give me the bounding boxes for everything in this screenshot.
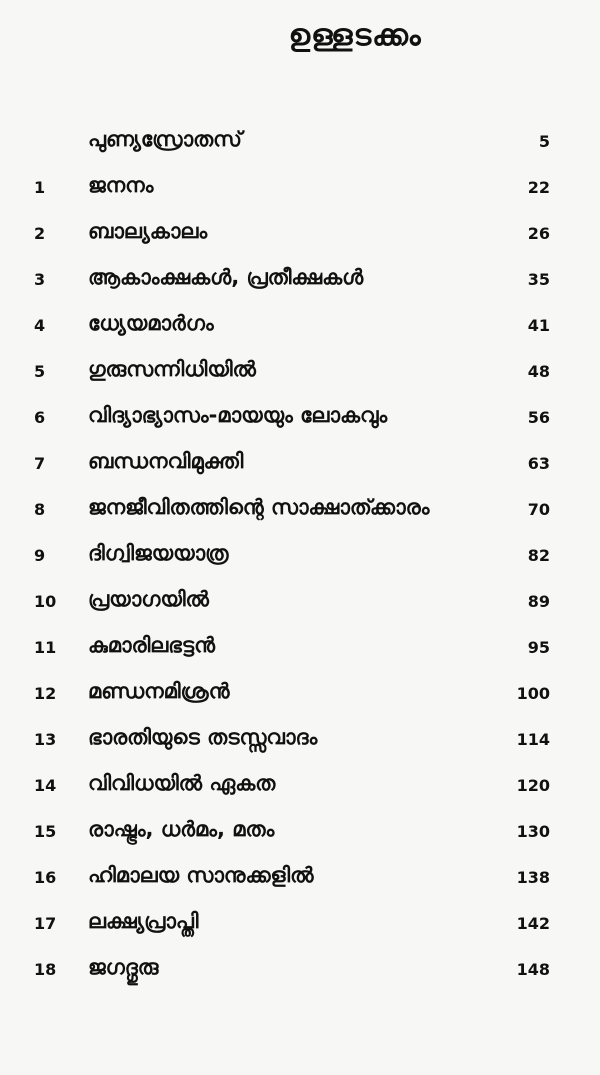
toc-row[interactable] — [0, 722, 600, 768]
chapter-number: 12 — [34, 684, 57, 703]
toc-row[interactable] — [0, 216, 600, 262]
toc-row[interactable] — [0, 400, 600, 446]
chapter-number: 5 — [34, 362, 46, 381]
chapter-page-number: 22 — [527, 178, 550, 197]
chapter-number: 7 — [34, 454, 46, 473]
chapter-number: 13 — [34, 730, 57, 749]
chapter-title: ബന്ധനവിമുക്തി — [88, 449, 244, 473]
chapter-title: ആകാംക്ഷകൾ, പ്രതീക്ഷകൾ — [88, 265, 364, 289]
toc-row[interactable] — [0, 538, 600, 584]
chapter-page-number: 48 — [527, 362, 550, 381]
chapter-page-number: 148 — [516, 960, 550, 979]
chapter-title: ഗുരുസന്നിധിയിൽ — [88, 357, 256, 381]
toc-row[interactable] — [0, 676, 600, 722]
toc-row[interactable] — [0, 814, 600, 860]
chapter-page-number: 138 — [516, 868, 550, 887]
chapter-number: 18 — [34, 960, 57, 979]
chapter-page-number: 114 — [516, 730, 550, 749]
chapter-page-number: 63 — [527, 454, 550, 473]
chapter-title: ധ്യേയമാർഗം — [88, 311, 214, 335]
toc-row[interactable] — [0, 768, 600, 814]
chapter-page-number: 95 — [527, 638, 550, 657]
chapter-number: 3 — [34, 270, 46, 289]
chapter-number: 9 — [34, 546, 46, 565]
chapter-number: 16 — [34, 868, 57, 887]
toc-row[interactable] — [0, 860, 600, 906]
chapter-number: 14 — [34, 776, 57, 795]
chapter-title: കുമാരിലഭട്ടൻ — [88, 633, 215, 657]
chapter-number: 17 — [34, 914, 57, 933]
chapter-number: 1 — [34, 178, 46, 197]
toc-row[interactable] — [0, 630, 600, 676]
toc-row[interactable] — [0, 584, 600, 630]
chapter-title: മണ്ഡനമിശ്രൻ — [88, 679, 230, 703]
chapter-page-number: 100 — [516, 684, 550, 703]
chapter-number: 6 — [34, 408, 46, 427]
chapter-page-number: 41 — [527, 316, 550, 335]
toc-row[interactable] — [0, 906, 600, 952]
chapter-title: പ്രയാഗയിൽ — [88, 587, 209, 611]
chapter-number: 11 — [34, 638, 57, 657]
chapter-number: 15 — [34, 822, 57, 841]
toc-row[interactable] — [0, 262, 600, 308]
toc-row[interactable] — [0, 354, 600, 400]
chapter-title: ലക്ഷ്യപ്രാപ്തി — [88, 909, 199, 933]
chapter-title: രാഷ്ട്രം, ധർമം, മതം — [88, 817, 275, 841]
chapter-title: ദിഗ്വിജയയാത്ര — [88, 541, 229, 565]
chapter-title: ജനനം — [88, 173, 154, 197]
chapter-page-number: 70 — [527, 500, 550, 519]
chapter-title: ബാല്യകാലം — [88, 219, 208, 243]
toc-row[interactable] — [0, 446, 600, 492]
chapter-page-number: 26 — [527, 224, 550, 243]
chapter-number: 8 — [34, 500, 46, 519]
chapter-title: വിവിധയിൽ ഏകത — [88, 771, 276, 795]
chapter-page-number: 5 — [538, 132, 550, 151]
chapter-page-number: 130 — [516, 822, 550, 841]
toc-row[interactable] — [0, 952, 600, 998]
chapter-page-number: 56 — [527, 408, 550, 427]
chapter-title: ജഗദ്ഗുരു — [88, 955, 159, 979]
toc-row[interactable] — [0, 308, 600, 354]
chapter-title: വിദ്യാഭ്യാസം-മായയും ലോകവും — [88, 403, 388, 427]
chapter-page-number: 120 — [516, 776, 550, 795]
toc-row[interactable] — [0, 124, 600, 170]
chapter-page-number: 89 — [527, 592, 550, 611]
page-title: ഉള്ളടക്കം — [288, 18, 422, 53]
chapter-number: 2 — [34, 224, 46, 243]
chapter-title: പുണ്യസ്രോതസ് — [88, 127, 242, 151]
toc-row[interactable] — [0, 492, 600, 538]
chapter-page-number: 142 — [516, 914, 550, 933]
chapter-page-number: 82 — [527, 546, 550, 565]
chapter-title: ഹിമാലയ സാനുക്കളിൽ — [88, 863, 314, 887]
chapter-title: ജനജീവിതത്തിന്റെ സാക്ഷാത്ക്കാരം — [88, 495, 430, 519]
chapter-page-number: 35 — [527, 270, 550, 289]
chapter-number: 10 — [34, 592, 57, 611]
toc-row[interactable] — [0, 170, 600, 216]
chapter-title: ഭാരതിയുടെ തടസ്സവാദം — [88, 725, 318, 749]
chapter-number: 4 — [34, 316, 46, 335]
table-of-contents — [0, 124, 600, 998]
